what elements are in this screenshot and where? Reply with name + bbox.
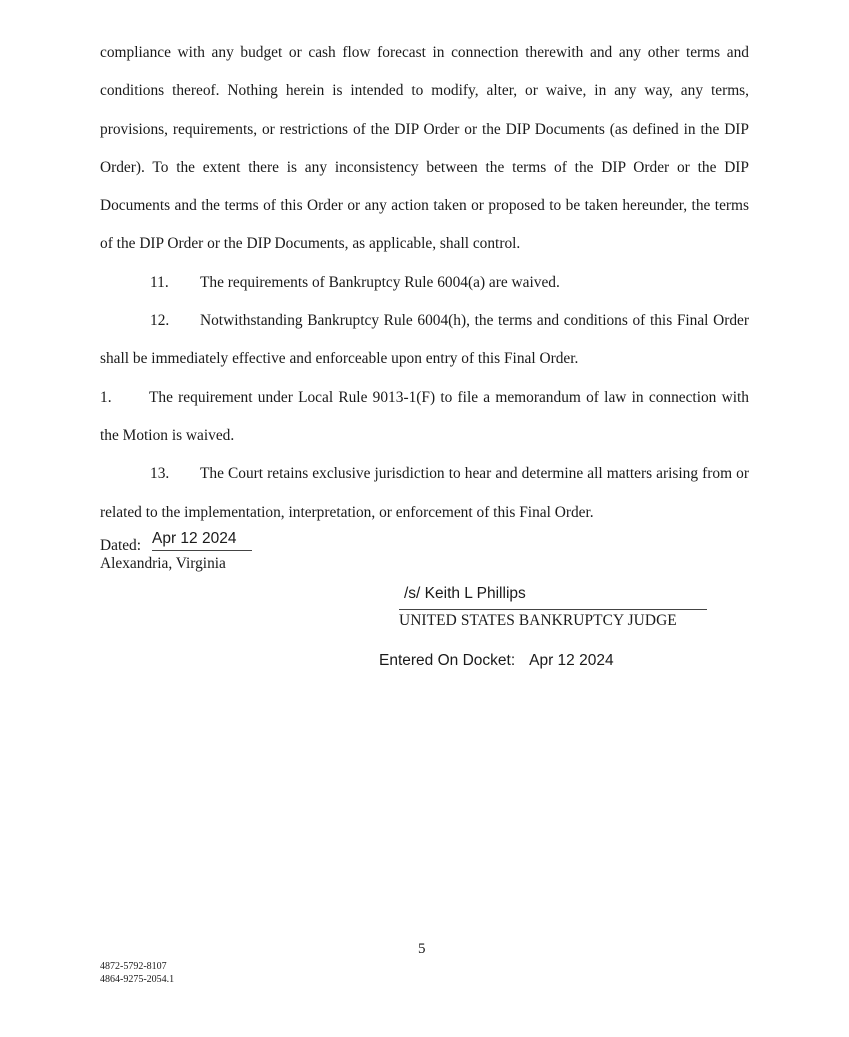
dated-value: Apr 12 2024	[152, 530, 252, 551]
paragraph-text: The requirements of Bankruptcy Rule 6004(a) are waived.	[200, 273, 560, 291]
paragraph-number: 11.	[150, 273, 169, 291]
docket-label: Entered On Docket:	[379, 652, 516, 669]
paragraph-13	[100, 455, 749, 532]
paragraph-text: The Court retains exclusive jurisdiction to hear and determine all matters arising from or related to the implementation, interpretation, or enforcement of this Final Order.	[100, 465, 749, 521]
signature-name: /s/ Keith L Phillips	[399, 583, 707, 610]
page-number: 5	[418, 941, 426, 957]
footer-id: 4872-5792-8107	[100, 961, 167, 972]
paragraph-12	[100, 302, 749, 379]
paragraph-text: Notwithstanding Bankruptcy Rule 6004(h), the terms and conditions of this Final Order shall be immediately effective and enforceable upon entry of this Final Order.	[100, 312, 749, 368]
paragraph-number: 12.	[150, 312, 170, 330]
footer-document-ids	[100, 960, 174, 986]
docket-date: Apr 12 2024	[529, 652, 614, 669]
order-body	[100, 34, 749, 532]
footer-id: 4864-9275-2054.1	[100, 974, 175, 985]
signature-block	[399, 583, 707, 630]
paragraph-number: 13.	[150, 465, 170, 483]
dated-location: Alexandria, Virginia	[100, 555, 226, 572]
signature-title: UNITED STATES BANKRUPTCY JUDGE	[399, 612, 677, 629]
entered-on-docket	[379, 652, 614, 670]
paragraph-1	[100, 379, 749, 456]
paragraph-11	[100, 264, 749, 302]
paragraph-text: The requirement under Local Rule 9013-1(F) to file a memorandum of law in connection with the Motion is waived.	[100, 388, 749, 444]
paragraph-continuation: compliance with any budget or cash flow forecast in connection therewith and any other terms and conditions thereof. Nothing herein is intended to modify, alter, or waive, in any way, any terms, provisions, requirements, or restrictions of the DIP Order or the DIP Documents (as defined in the DIP Order). To the extent there is any inconsistency between the terms of the DIP Order or the DIP Documents and the terms of this Order or any action taken or proposed to be taken hereunder, the terms of the DIP Order or the DIP Documents, as applicable, shall control.	[100, 44, 749, 253]
dated-label: Dated:	[100, 537, 142, 554]
paragraph-number: 1.	[100, 388, 112, 406]
